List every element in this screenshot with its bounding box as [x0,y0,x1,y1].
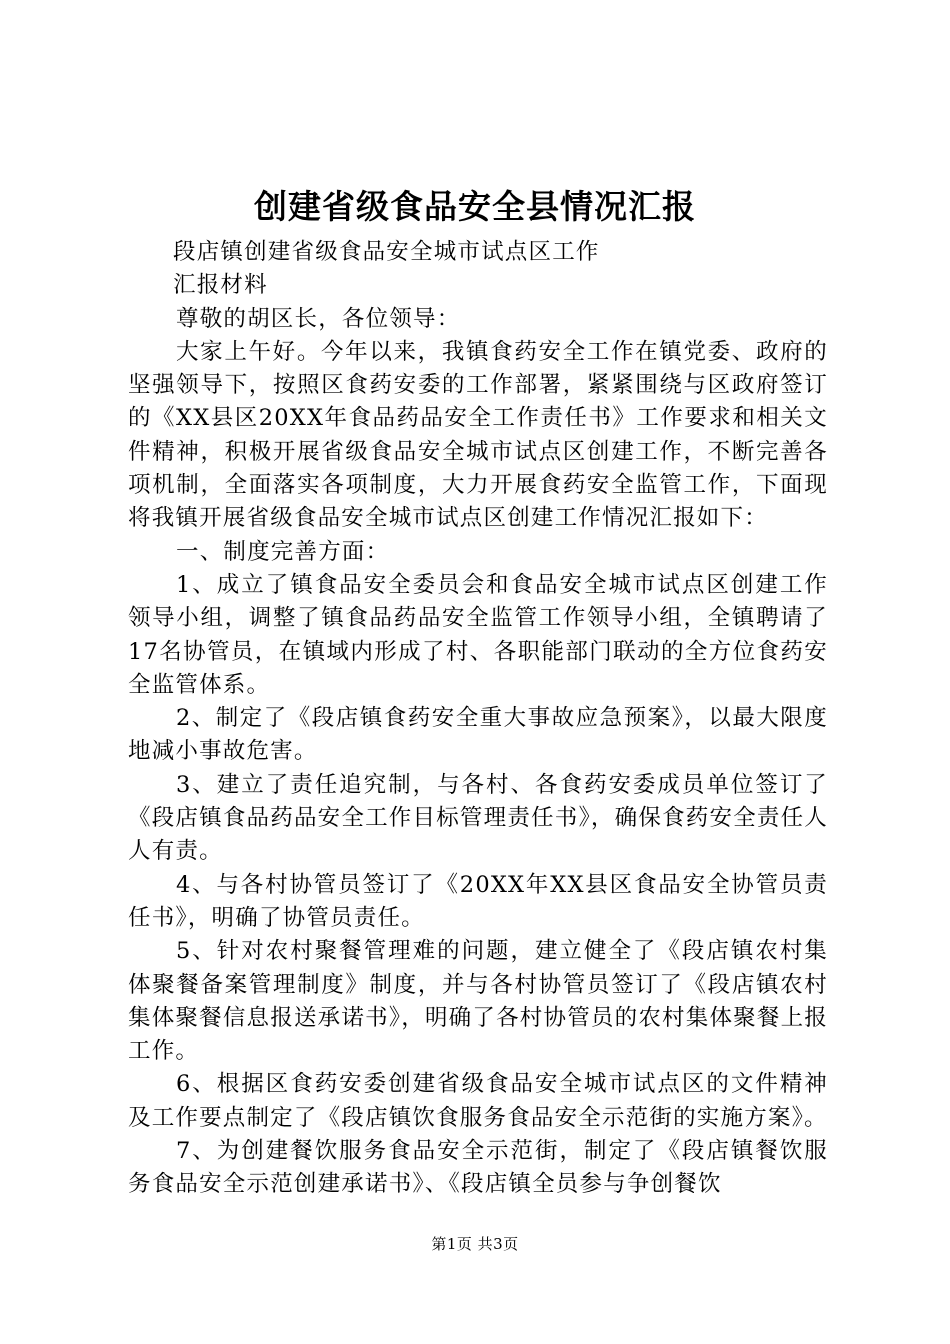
document-title: 创建省级食品安全县情况汇报 [254,187,696,226]
paragraph-item-3: 3、建立了责任追究制，与各村、各食药安委成员单位签订了《段店镇食品药品安全工作目标管理责任书》，确保食药安全责任人人有责。 [128,771,828,865]
paragraph-salutation: 尊敬的胡区长，各位领导： [176,305,461,332]
paragraph-intro: 大家上午好。今年以来，我镇食药安全工作在镇党委、政府的坚强领导下，按照区食药安委的工作部署，紧紧围绕与区政府签订的《XX县区20XX年食品药品安全工作责任书》工作要求和相关文件精神，积极开展省级食品安全城市试点区创建工作，不断完善各项机制，全面落实各项制度，大力开展食药安全监管工作，下面现将我镇开展省级食品安全城市试点区创建工作情况汇报如下： [128,338,828,532]
page-footer: 第1页 共3页 [431,1235,519,1253]
paragraph-item-4: 4、与各村协管员签订了《20XX年XX县区食品安全协管员责任书》，明确了协管员责任。 [128,871,828,931]
paragraph-item-5: 5、针对农村聚餐管理难的问题，建立健全了《段店镇农村集体聚餐备案管理制度》制度，并与各村协管员签订了《段店镇农村集体聚餐信息报送承诺书》，明确了各村协管员的农村集体聚餐上报工作。 [128,938,828,1065]
document-body [128,236,828,1202]
document-subtitle-line1: 段店镇创建省级食品安全城市试点区工作 [173,239,600,265]
paragraph-item-7: 7、为创建餐饮服务食品安全示范街，制定了《段店镇餐饮服务食品安全示范创建承诺书》、《段店镇全员参与争创餐饮 [128,1138,828,1198]
section-heading: 一、制度完善方面： [176,538,390,565]
paragraph-item-1: 1、成立了镇食品安全委员会和食品安全城市试点区创建工作领导小组，调整了镇食品药品安全监管工作领导小组，全镇聘请了17名协管员，在镇域内形成了村、各职能部门联动的全方位食药安全监管体系。 [128,571,828,698]
document-subtitle-line2: 汇报材料 [173,272,268,299]
paragraph-item-6: 6、根据区食药安委创建省级食品安全城市试点区的文件精神及工作要点制定了《段店镇饮食服务食品安全示范街的实施方案》。 [128,1071,828,1131]
paragraph-item-2: 2、制定了《段店镇食药安全重大事故应急预案》，以最大限度地减小事故危害。 [128,705,828,765]
